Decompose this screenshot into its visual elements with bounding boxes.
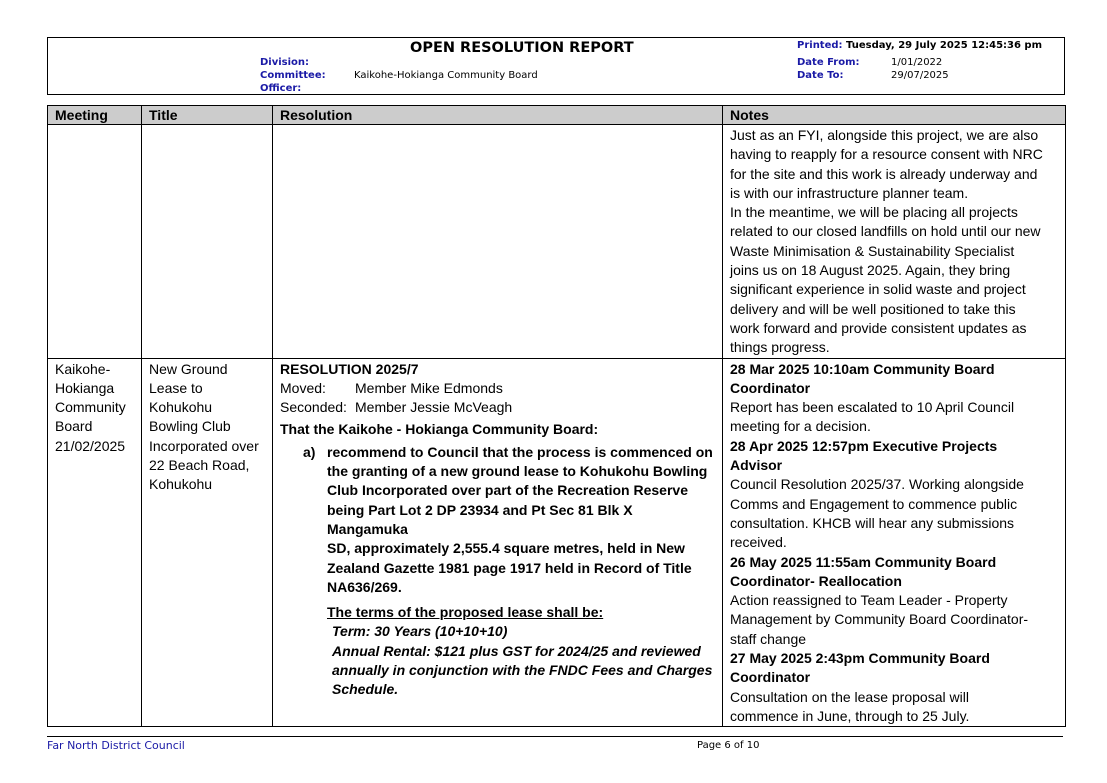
title-line: Kohukohu <box>149 476 213 493</box>
item-line: SD, approximately 2,555.4 square metres, held in New <box>327 540 685 557</box>
note-entry-heading: Coordinator <box>730 379 811 396</box>
note-line: Just as an FYI, alongside this project, we are also <box>730 127 1039 143</box>
meeting-line: Kaikohe- <box>55 360 111 377</box>
item-marker: a) <box>303 443 316 460</box>
printed-info <box>797 40 1042 51</box>
note-line: work forward and provide consistent updates as <box>730 319 1027 336</box>
notes-cell <box>723 358 1066 727</box>
seconded-label: Seconded: <box>280 399 347 416</box>
note-entry-heading: 27 May 2025 2:43pm Community Board <box>730 650 990 667</box>
note-entry-heading: 28 Apr 2025 12:57pm Executive Projects <box>730 437 998 454</box>
note-line: things progress. <box>730 339 830 356</box>
note-line: Management by Community Board Coordinator- <box>730 611 1029 628</box>
column-header-notes: Notes <box>723 106 1066 125</box>
item-line: Club Incorporated over part of the Recreation Reserve <box>327 482 688 499</box>
note-entry-heading: Coordinator <box>730 669 811 686</box>
note-line: Council Resolution 2025/37. Working alongside <box>730 476 1024 493</box>
note-line: related to our closed landfills on hold until our new <box>730 223 1041 240</box>
note-line: joins us on 18 August 2025. Again, they bring <box>730 262 1011 279</box>
officer-label: Officer: <box>260 83 302 94</box>
note-line: staff change <box>730 630 807 647</box>
title-line: Bowling Club <box>149 418 231 435</box>
terms-line: Schedule. <box>332 681 399 698</box>
item-line: Zealand Gazette 1981 page 1917 held in Record of Title <box>327 559 692 576</box>
note-line: having to reapply for a resource consent with NRC <box>730 146 1043 163</box>
date-to-value: 29/07/2025 <box>891 70 949 81</box>
seconded-value: Member Jessie McVeagh <box>355 399 513 416</box>
title-line: 22 Beach Road, <box>149 457 250 474</box>
report-title: OPEN RESOLUTION REPORT <box>410 40 634 56</box>
title-cell <box>142 358 273 727</box>
footer-page-number: Page 6 of 10 <box>697 740 760 751</box>
meeting-cell <box>48 125 142 359</box>
note-line: meeting for a decision. <box>730 418 871 435</box>
item-line: NA636/269. <box>327 578 402 595</box>
printed-label: Printed: <box>797 40 843 51</box>
note-line: Comms and Engagement to commence public <box>730 495 1018 512</box>
meeting-date: 21/02/2025 <box>55 437 126 454</box>
resolution-heading: RESOLUTION 2025/7 <box>280 360 419 377</box>
item-line: recommend to Council that the process is commenced on <box>327 443 713 460</box>
item-line: the granting of a new ground lease to Kohukohu Bowling <box>327 463 708 480</box>
printed-value: Tuesday, 29 July 2025 12:45:36 pm <box>846 40 1042 51</box>
note-entry-heading: 26 May 2025 11:55am Community Board <box>730 553 997 570</box>
note-entry-heading: Coordinator- Reallocation <box>730 572 902 589</box>
title-line: New Ground <box>149 360 228 377</box>
resolution-table <box>47 105 1066 727</box>
note-line: Action reassigned to Team Leader - Property <box>730 592 1008 609</box>
note-line: Waste Minimisation & Sustainability Specialist <box>730 242 1015 259</box>
notes-cell <box>723 125 1066 359</box>
committee-label: Committee: <box>260 70 326 81</box>
resolution-preamble: That the Kaikohe - Hokianga Community Board: <box>280 421 599 438</box>
note-line: Report has been escalated to 10 April Council <box>730 399 1015 416</box>
meeting-cell <box>48 358 142 727</box>
note-line: commence in June, through to 25 July. <box>730 707 970 724</box>
moved-label: Moved: <box>280 379 326 396</box>
terms-line: Term: 30 Years (10+10+10) <box>332 623 508 640</box>
table-header-row <box>48 106 1066 125</box>
footer-organisation: Far North District Council <box>47 739 185 752</box>
report-header <box>47 37 1065 95</box>
note-line: In the meantime, we will be placing all projects <box>730 204 1018 221</box>
column-header-title: Title <box>142 106 273 125</box>
note-entry-heading: Advisor <box>730 457 783 474</box>
meeting-line: Community <box>55 399 126 416</box>
lease-terms <box>327 603 715 699</box>
meeting-line: Hokianga <box>55 379 115 396</box>
terms-line: Annual Rental: $121 plus GST for 2024/25 and reviewed <box>332 642 701 659</box>
date-to-label: Date To: <box>797 70 844 81</box>
item-line: being Part Lot 2 DP 23934 and Pt Sec 81 Blk X Mangamuka <box>327 501 633 537</box>
meeting-line: Board <box>55 418 93 435</box>
column-header-resolution: Resolution <box>273 106 723 125</box>
moved-value: Member Mike Edmonds <box>355 379 503 396</box>
table-row <box>48 125 1066 359</box>
date-from-value: 1/01/2022 <box>891 57 943 68</box>
note-line: delivery and will be well positioned to take this <box>730 300 1016 317</box>
resolution-item <box>303 443 715 597</box>
moved-line <box>280 379 715 398</box>
note-line: received. <box>730 534 787 551</box>
item-text <box>327 443 715 597</box>
title-cell <box>142 125 273 359</box>
committee-value: Kaikohe-Hokianga Community Board <box>354 70 538 81</box>
date-from-label: Date From: <box>797 57 860 68</box>
note-line: Consultation on the lease proposal will <box>730 688 969 705</box>
note-line: for the site and this work is already underway and <box>730 165 1038 182</box>
seconded-line <box>280 398 715 417</box>
table-row <box>48 358 1066 727</box>
note-line: is with our infrastructure planner team. <box>730 184 969 201</box>
note-entry-heading: 28 Mar 2025 10:10am Community Board <box>730 360 995 377</box>
notes-list <box>730 360 1058 727</box>
resolution-cell <box>273 358 723 727</box>
title-line: Kohukohu <box>149 399 213 416</box>
column-header-meeting: Meeting <box>48 106 142 125</box>
footer-divider <box>47 736 1063 737</box>
division-label: Division: <box>260 57 310 68</box>
title-line: Incorporated over <box>149 437 259 454</box>
title-line: Lease to <box>149 379 203 396</box>
resolution-list <box>303 443 715 597</box>
resolution-cell <box>273 125 723 359</box>
terms-heading: The terms of the proposed lease shall be: <box>327 604 604 621</box>
note-line: significant experience in solid waste and project <box>730 281 1026 298</box>
note-line: consultation. KHCB will hear any submissions <box>730 514 1015 531</box>
terms-line: annually in conjunction with the FNDC Fees and Charges <box>332 662 713 679</box>
